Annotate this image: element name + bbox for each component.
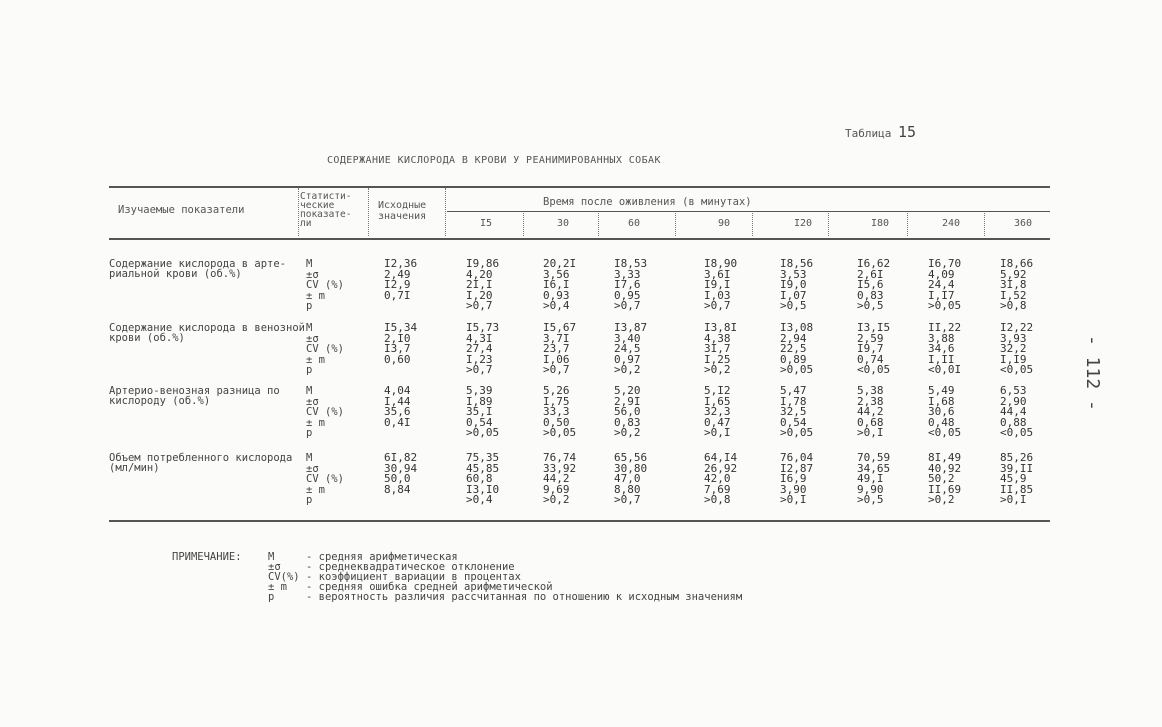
- table-top-rule: [109, 186, 1050, 188]
- value-cell: I3,08 2,94 22,5 0,89 >0,05: [780, 321, 814, 376]
- notes-label: ПРИМЕЧАНИЕ:: [172, 551, 242, 563]
- value-cell: 5,I2 I,65 32,3 0,47 >0,I: [704, 384, 731, 439]
- table-title: СОДЕРЖАНИЕ КИСЛОРОДА В КРОВИ У РЕАНИМИРОВАННЫХ СОБАК: [327, 155, 661, 166]
- value-cell: I3,87 3,40 24,5 0,97 >0,2: [614, 321, 648, 376]
- value-cell: 5,49 I,68 30,6 0,48 <0,05: [928, 384, 962, 439]
- header-baseline: Исходные значения: [378, 200, 427, 222]
- time-header-2: 60: [628, 218, 641, 229]
- value-cell: I8,90 3,6I I9,I I,03 >0,7: [704, 257, 738, 312]
- value-cell: 6,53 2,90 44,4 0,88 <0,05: [1000, 384, 1034, 439]
- value-cell: I2,22 3,93 32,2 I,I9 <0,05: [1000, 321, 1034, 376]
- table-number: 15: [897, 123, 917, 141]
- col-separator: [298, 188, 299, 236]
- header-bottom-rule: [109, 238, 1050, 240]
- value-cell: I5,73 4,3I 27,4 I,23 >0,7: [466, 321, 500, 376]
- value-cell: 20,2I 3,56 I6,I 0,93 >0,4: [543, 257, 577, 312]
- value-cell: 8I,49 40,92 50,2 II,69 >0,2: [928, 451, 962, 506]
- value-cell: I8,66 5,92 3I,8 I,52 >0,8: [1000, 257, 1034, 312]
- time-header-4: I20: [794, 218, 813, 229]
- value-cell: 5,38 2,38 44,2 0,68 >0,I: [857, 384, 884, 439]
- header-statistics: Статисти- ческие показате- ли: [300, 191, 352, 229]
- col-separator: [368, 188, 369, 236]
- col-separator: [984, 213, 985, 236]
- value-cell: I5,67 3,7I 23,7 I,06 >0,7: [543, 321, 577, 376]
- time-header-rule: [447, 211, 1050, 212]
- row-stats: M ±σ CV (%) ± m p: [306, 452, 344, 506]
- time-header-0: I5: [480, 218, 493, 229]
- col-separator: [523, 213, 524, 236]
- time-header-7: 360: [1014, 218, 1033, 229]
- table-label: Таблица: [845, 127, 892, 140]
- time-header-1: 30: [557, 218, 570, 229]
- baseline-cell: 4,04 I,44 35,6 0,4I: [384, 384, 411, 429]
- row-label: Объем потребленного кислорода (мл/мин): [109, 452, 293, 474]
- value-cell: 75,35 45,85 60,8 I3,I0 >0,4: [466, 451, 500, 506]
- value-cell: 5,26 I,75 33,3 0,50 >0,05: [543, 384, 577, 439]
- time-header-3: 90: [718, 218, 731, 229]
- row-label: Артерио-венозная разница по кислороду (об.%): [109, 385, 280, 407]
- row-label: Содержание кислорода в арте- риальной крови (об.%): [109, 258, 287, 280]
- value-cell: I6,70 4,09 24,4 I,I7 >0,05: [928, 257, 962, 312]
- notes-lines: - средняя арифметическая - среднеквадратическое отклонение - коэффициент вариации в процентах - средняя ошибка средней арифметической - вероятность различия рассчитанная по отношению к исходным значениям: [306, 551, 743, 603]
- col-separator: [752, 213, 753, 236]
- col-separator: [445, 188, 446, 236]
- header-indicators: Изучаемые показатели: [118, 204, 245, 216]
- baseline-cell: I5,34 2,I0 I3,7 0,60: [384, 321, 418, 366]
- value-cell: 70,59 34,65 49,I 9,90 >0,5: [857, 451, 891, 506]
- row-stats: M ±σ CV (%) ± m p: [306, 258, 344, 312]
- value-cell: 64,I4 26,92 42,0 7,69 >0,8: [704, 451, 738, 506]
- value-cell: I3,8I 4,38 3I,7 I,25 >0,2: [704, 321, 738, 376]
- time-header-6: 240: [942, 218, 961, 229]
- value-cell: I9,86 4,20 2I,I I,20 >0,7: [466, 257, 500, 312]
- value-cell: I6,62 2,6I I5,6 0,83 >0,5: [857, 257, 891, 312]
- time-header-5: I80: [871, 218, 890, 229]
- row-label: Содержание кислорода в венозной крови (об.%): [109, 322, 305, 344]
- col-separator: [675, 213, 676, 236]
- header-time-group: Время после оживления (в минутах): [543, 196, 752, 208]
- baseline-cell: 6I,82 30,94 50,0 8,84: [384, 451, 418, 496]
- value-cell: 85,26 39,II 45,9 II,85 >0,I: [1000, 451, 1034, 506]
- value-cell: 76,04 I2,87 I6,9 3,90 >0,I: [780, 451, 814, 506]
- value-cell: II,22 3,88 34,6 I,II <0,0I: [928, 321, 962, 376]
- value-cell: 65,56 30,80 47,0 8,80 >0,7: [614, 451, 648, 506]
- value-cell: 76,74 33,92 44,2 9,69 >0,2: [543, 451, 577, 506]
- value-cell: 5,20 2,9I 56,0 0,83 >0,2: [614, 384, 641, 439]
- col-separator: [828, 213, 829, 236]
- table-number-label: [845, 123, 916, 141]
- row-stats: M ±σ CV (%) ± m p: [306, 385, 344, 439]
- page-number: - 112 -: [1082, 335, 1103, 411]
- value-cell: 5,47 I,78 32,5 0,54 >0,05: [780, 384, 814, 439]
- notes-symbols: M ±σ CV(%) ± m p: [268, 551, 300, 603]
- row-stats: M ±σ CV (%) ± m p: [306, 322, 344, 376]
- value-cell: I8,56 3,53 I9,0 I,07 >0,5: [780, 257, 814, 312]
- table-bottom-rule: [109, 520, 1050, 522]
- value-cell: I8,53 3,33 I7,6 0,95 >0,7: [614, 257, 648, 312]
- value-cell: 5,39 I,89 35,I 0,54 >0,05: [466, 384, 500, 439]
- value-cell: I3,I5 2,59 I9,7 0,74 <0,05: [857, 321, 891, 376]
- col-separator: [907, 213, 908, 236]
- baseline-cell: I2,36 2,49 I2,9 0,7I: [384, 257, 418, 302]
- col-separator: [598, 213, 599, 236]
